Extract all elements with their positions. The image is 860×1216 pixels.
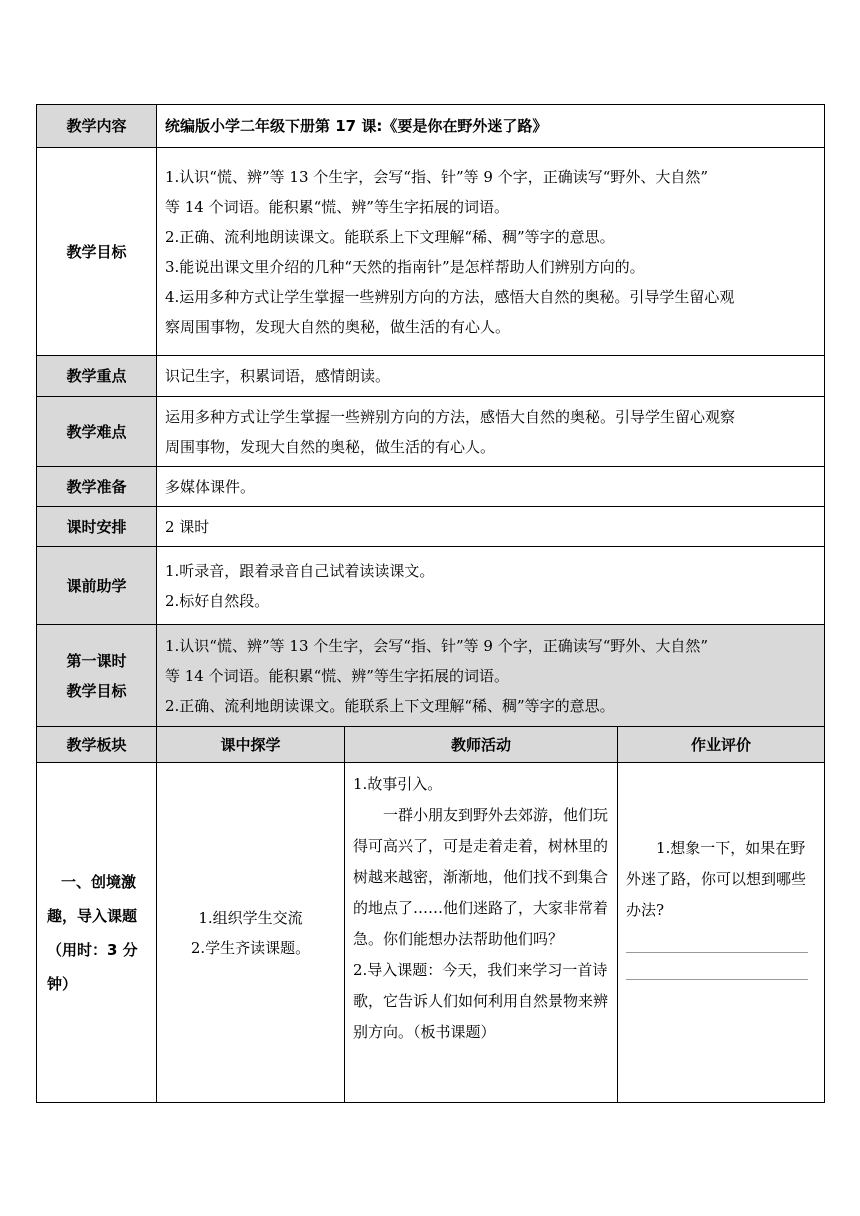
value-hours: 2 课时 <box>157 507 825 547</box>
goal-line: 3.能说出课文里介绍的几种“天然的指南针”是怎样帮助人们辨别方向的。 <box>165 257 645 276</box>
section-teacher <box>345 763 618 1103</box>
label-prep: 教学准备 <box>37 467 157 507</box>
label-line: 第一课时 <box>66 651 127 670</box>
teacher-step-2: 2.导入课题：今天，我们来学习一首诗歌，它告诉人们如何利用自然景物来辨别方向。（板书课题） <box>353 961 609 1041</box>
value-difficulty <box>157 397 825 467</box>
label-focus: 教学重点 <box>37 356 157 397</box>
explore-line: 1.组织学生交流 <box>198 908 303 927</box>
explore-line: 2.学生齐读课题。 <box>190 938 311 957</box>
goal-line: 1.认识“慌、辨”等 13 个生字，会写“指、针”等 9 个字，正确读写“野外、大自然” <box>165 167 709 186</box>
goal-line: 4.运用多种方式让学生掌握一些辨别方向的方法，感悟大自然的奥秘。引导学生留心观 <box>165 287 735 306</box>
label-hours: 课时安排 <box>37 507 157 547</box>
lesson-plan-table <box>36 104 825 1103</box>
section-explore <box>157 763 345 1103</box>
answer-blank[interactable] <box>626 953 808 980</box>
row-pre-study <box>37 547 825 625</box>
label-lesson1-goals <box>37 625 157 727</box>
section-block <box>37 763 157 1103</box>
difficulty-line: 周围事物，发现大自然的奥秘，做生活的有心人。 <box>165 437 496 456</box>
row-focus <box>37 356 825 397</box>
goal-line: 察周围事物，发现大自然的奥秘，做生活的有心人。 <box>165 317 511 336</box>
row-hours <box>37 507 825 547</box>
row-content <box>37 105 825 148</box>
label-content: 教学内容 <box>37 105 157 148</box>
value-prep: 多媒体课件。 <box>157 467 825 507</box>
value-lesson1-goals <box>157 625 825 727</box>
teacher-story: 一群小朋友到野外去郊游，他们玩得可高兴了，可是走着走着，树林里的树越来越密，渐渐地，他们找不到集合的地点了……他们迷路了，大家非常着急。你们能想办法帮助他们吗？ <box>353 806 609 948</box>
block-line: 钟） <box>47 974 78 993</box>
difficulty-line: 运用多种方式让学生掌握一些辨别方向的方法，感悟大自然的奥秘。引导学生留心观察 <box>165 407 736 426</box>
row-difficulty <box>37 397 825 467</box>
pre-study-line: 2.标好自然段。 <box>165 591 270 610</box>
lesson-plan <box>36 104 824 1103</box>
lesson1-goal-line: 等 14 个词语。能积累“慌、辨”等生字拓展的词语。 <box>165 666 509 685</box>
goal-line: 2.正确、流利地朗读课文。能联系上下文理解“稀、稠”等字的意思。 <box>165 227 615 246</box>
block-line: （用时：3 分 <box>47 940 138 959</box>
block-line: 趣，导入课题 <box>47 906 138 925</box>
value-content: 统编版小学二年级下册第 17 课:《要是你在野外迷了路》 <box>157 105 825 148</box>
header-block: 教学板块 <box>37 727 157 763</box>
teacher-step-1: 1.故事引入。 <box>353 775 443 793</box>
answer-blank[interactable] <box>626 926 808 953</box>
section-eval <box>618 763 825 1103</box>
value-goals <box>157 148 825 356</box>
value-pre-study <box>157 547 825 625</box>
header-teacher: 教师活动 <box>345 727 618 763</box>
section-row <box>37 763 825 1103</box>
row-prep <box>37 467 825 507</box>
label-line: 教学目标 <box>66 681 127 700</box>
eval-question: 1.想象一下，如果在野外迷了路，你可以想到哪些办法? <box>626 839 807 919</box>
lesson1-goal-line: 1.认识“慌、辨”等 13 个生字，会写“指、针”等 9 个字，正确读写“野外、大自然” <box>165 636 709 655</box>
header-eval: 作业评价 <box>618 727 825 763</box>
header-row <box>37 727 825 763</box>
block-line: 一、创境激 <box>61 872 137 891</box>
row-goals <box>37 148 825 356</box>
pre-study-line: 1.听录音，跟着录音自己试着读读课文。 <box>165 561 435 580</box>
row-lesson1-goals <box>37 625 825 727</box>
goal-line: 等 14 个词语。能积累“慌、辨”等生字拓展的词语。 <box>165 197 509 216</box>
label-goals: 教学目标 <box>37 148 157 356</box>
value-focus: 识记生字，积累词语，感情朗读。 <box>157 356 825 397</box>
label-pre-study: 课前助学 <box>37 547 157 625</box>
header-explore: 课中探学 <box>157 727 345 763</box>
label-difficulty: 教学难点 <box>37 397 157 467</box>
lesson1-goal-line: 2.正确、流利地朗读课文。能联系上下文理解“稀、稠”等字的意思。 <box>165 696 615 715</box>
